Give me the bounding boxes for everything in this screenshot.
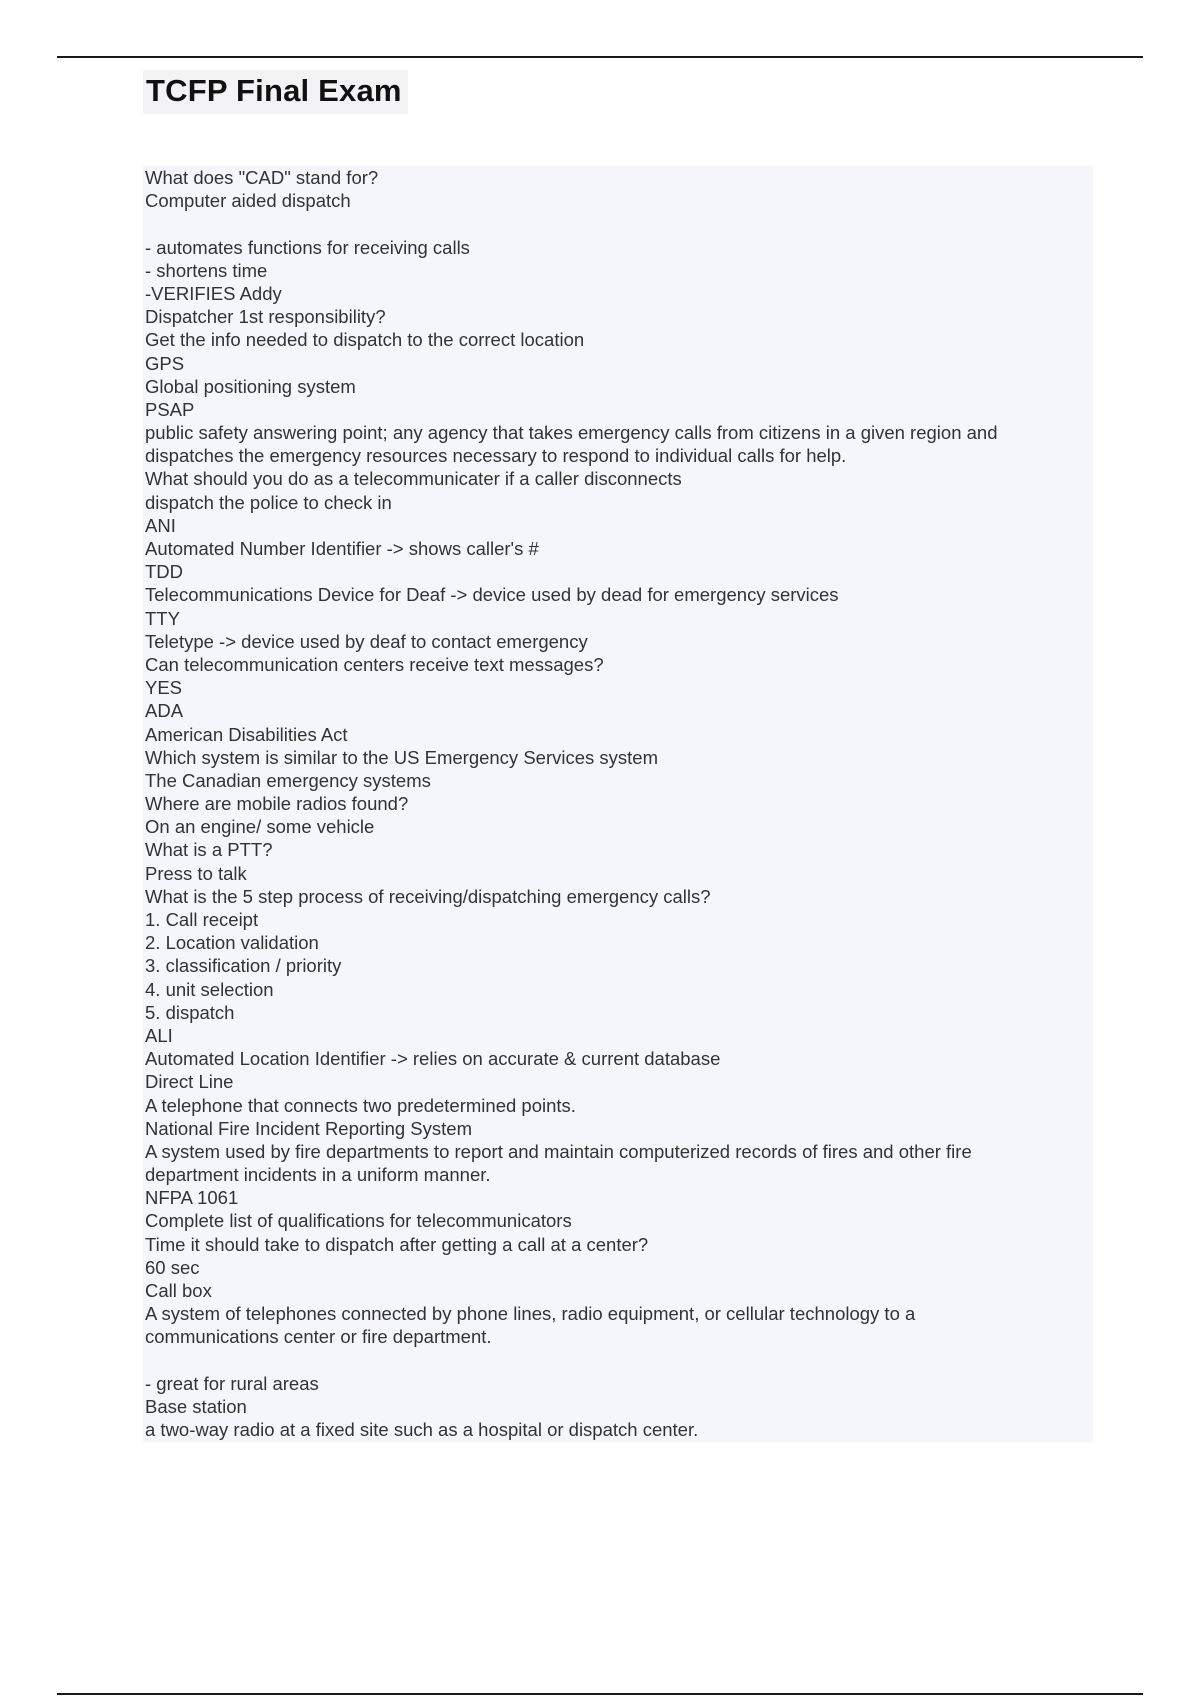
text-line: - automates functions for receiving calls: [145, 236, 470, 258]
text-line: Direct Line: [145, 1071, 234, 1093]
text-line: Global positioning system: [145, 375, 356, 397]
text-line: YES: [145, 677, 183, 699]
text-line: What is a PTT?: [145, 839, 273, 861]
text-line: 3. classification / priority: [145, 955, 342, 977]
text-line: - great for rural areas: [145, 1372, 319, 1394]
text-line: Press to talk: [145, 862, 247, 884]
text-line: Teletype -> device used by deaf to contact emergency: [145, 630, 588, 652]
text-line: What does "CAD" stand for?: [145, 167, 379, 188]
text-line: ANI: [145, 514, 176, 536]
page-title: TCFP Final Exam: [146, 73, 402, 108]
text-line: PSAP: [145, 398, 195, 420]
text-line: dispatches the emergency resources necessary to respond to individual calls for help.: [145, 445, 847, 467]
text-line: Time it should take to dispatch after getting a call at a center?: [145, 1233, 649, 1255]
text-line: 1. Call receipt: [145, 909, 259, 930]
text-line: A telephone that connects two predetermined points.: [145, 1094, 576, 1116]
text-line: NFPA 1061: [145, 1187, 239, 1209]
text-line: The Canadian emergency systems: [145, 769, 431, 791]
blank-line: [145, 212, 1085, 235]
text-line: a two-way radio at a fixed site such as a hospital or dispatch center.: [145, 1419, 699, 1441]
text-line: What should you do as a telecommunicater if a caller disconnects: [145, 468, 682, 490]
title-highlight: [143, 70, 408, 114]
text-line: On an engine/ some vehicle: [145, 816, 375, 838]
text-line: 60 sec: [145, 1256, 200, 1278]
text-line: department incidents in a uniform manner.: [145, 1164, 491, 1186]
text-line: 5. dispatch: [145, 1001, 235, 1023]
text-line: public safety answering point; any agency that takes emergency calls from citizens in a given region and: [145, 422, 998, 444]
text-line: Dispatcher 1st responsibility?: [145, 306, 386, 328]
text-line: A system used by fire departments to report and maintain computerized records of fires and other fire: [145, 1140, 972, 1162]
text-line: Base station: [145, 1395, 247, 1417]
bottom-divider: [57, 1693, 1143, 1695]
flashcard-content: [143, 166, 1093, 1442]
text-line: Call box: [145, 1280, 212, 1301]
text-line: Which system is similar to the US Emergency Services system: [145, 746, 658, 768]
text-line: Where are mobile radios found?: [145, 793, 409, 815]
text-line: What is the 5 step process of receiving/dispatching emergency calls?: [145, 885, 711, 907]
top-divider: [57, 56, 1143, 58]
text-line: ADA: [145, 700, 184, 722]
text-line: Can telecommunication centers receive text messages?: [145, 653, 604, 675]
text-line: ALI: [145, 1024, 173, 1046]
text-line: Complete list of qualifications for telecommunicators: [145, 1210, 572, 1232]
text-line: - shortens time: [145, 259, 268, 281]
text-line: communications center or fire department.: [145, 1326, 492, 1348]
text-line: TDD: [145, 561, 184, 583]
text-line: Automated Number Identifier -> shows caller's #: [145, 538, 539, 559]
text-line: Computer aided dispatch: [145, 190, 351, 212]
text-line: A system of telephones connected by phone lines, radio equipment, or cellular technology to a: [145, 1303, 916, 1325]
text-line: Telecommunications Device for Deaf -> device used by dead for emergency services: [145, 584, 839, 606]
text-line: 4. unit selection: [145, 978, 274, 1000]
text-line: Get the info needed to dispatch to the correct location: [145, 329, 585, 351]
text-line: -VERIFIES Addy: [145, 282, 282, 304]
text-line: 2. Location validation: [145, 932, 319, 954]
text-line: TTY: [145, 607, 180, 629]
text-line: Automated Location Identifier -> relies on accurate & current database: [145, 1048, 721, 1070]
blank-line: [145, 1349, 1085, 1372]
text-line: GPS: [145, 352, 185, 374]
text-line: National Fire Incident Reporting System: [145, 1117, 472, 1139]
flashcard-lines: [145, 166, 1085, 1441]
text-line: dispatch the police to check in: [145, 491, 392, 513]
text-line: American Disabilities Act: [145, 723, 348, 745]
